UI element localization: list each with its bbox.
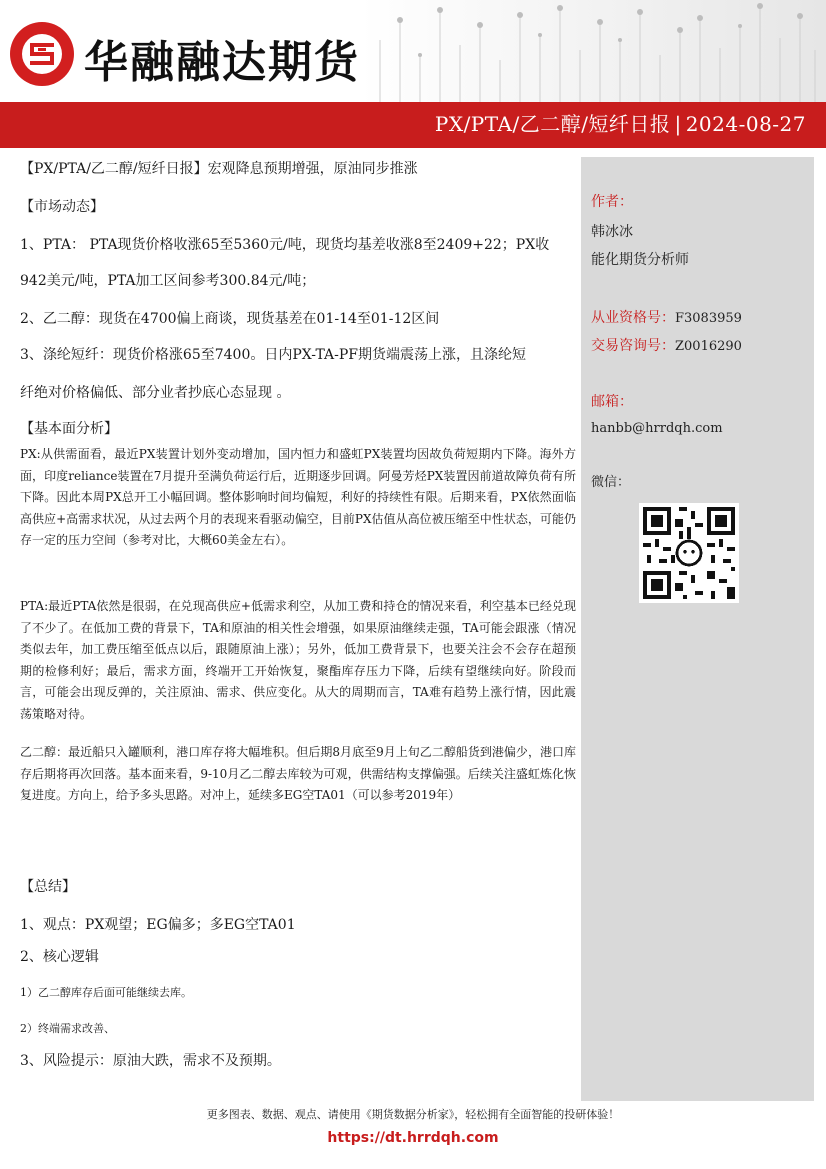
- author-title: 能化期货分析师: [591, 252, 689, 268]
- email-label: 邮箱：: [591, 394, 633, 410]
- fundamental-pta: PTA:最近PTA依然是很弱，在兑现高供应+低需求利空，从加工费和持仓的情况来看，利空基本已经兑现了不少了。在低加工费的背景下，TA和原油的相关性会增强，如果原油继续走强，TA可能会跟涨（情况类似去年，加工费压缩至低点以后，跟随原油上涨）；另外，低加工费背景下，也要关注会不会存在超预期的检修利好；最后，需求方面，终端开工开始恢复，聚酯库存压力下降，后续有望继续向好。阶段而言，可能会出现反弹的，关注原油、需求、供应变化。从大的周期而言，TA难有趋势上涨行情，因此震荡策略对待。: [20, 599, 576, 721]
- market-line: 3、涤纶短纤：现货价格涨65至7400。日内PX-TA-PF期货端震荡上涨，且涤纶短: [20, 347, 527, 363]
- header-decoration: [360, 0, 826, 102]
- summary-view: 1、观点：PX观望；EG偏多；多EG空TA01: [20, 917, 296, 933]
- summary-logic-item: 2）终端需求改善、: [20, 1022, 115, 1035]
- market-heading: 【市场动态】: [20, 199, 104, 215]
- report-title-text: PX/PTA/乙二醇/短纤日报: [434, 112, 671, 136]
- market-line: 2、乙二醇：现货在4700偏上商谈，现货基差在01-14至01-12区间: [20, 311, 440, 327]
- consult-label: 交易咨询号：: [591, 338, 675, 354]
- wechat-label: 微信：: [591, 475, 631, 490]
- consult-value: Z0016290: [675, 339, 742, 354]
- license-value: F3083959: [675, 311, 742, 326]
- report-date: 2024-08-27: [685, 112, 806, 136]
- company-name: 华融融达期货: [84, 37, 360, 88]
- fundamental-meg: 乙二醇：最近船只入罐顺利，港口库存将大幅堆积。但后期8月底至9月上旬乙二醇船货到港偏少，港口库存后期将再次回落。基本面来看，9-10月乙二醇去库较为可观，供需结构支撑偏强。后续关注盛虹炼化恢复进度。方向上，给予多头思路。对冲上，延续多EG空TA01（可以参考2019年）: [20, 745, 576, 802]
- summary-logic-item: 1）乙二醇库存后面可能继续去库。: [20, 986, 192, 999]
- author-label: 作者：: [591, 194, 633, 210]
- footer-promo: 更多图表、数据、观点、请使用《期货数据分析家》，轻松拥有全面智能的投研体验！: [206, 1108, 620, 1121]
- consult-row: [591, 335, 742, 355]
- logo-s-icon: [27, 39, 57, 69]
- wechat-qr-code: [639, 503, 739, 603]
- market-line: 942美元/吨，PTA加工区间参考300.84元/吨；: [20, 273, 316, 289]
- summary-risk: 3、风险提示：原油大跌，需求不及预期。: [20, 1053, 281, 1069]
- report-header: [0, 0, 826, 150]
- author-name: 韩冰冰: [591, 224, 633, 240]
- license-label: 从业资格号：: [591, 310, 675, 326]
- license-row: [591, 307, 742, 327]
- market-line: 纤绝对价格偏低、部分业者抄底心态显现 。: [20, 385, 291, 401]
- author-sidebar: [581, 157, 814, 1101]
- summary-heading: 【总结】: [20, 879, 76, 895]
- company-logo: [10, 22, 74, 86]
- report-title: PX/PTA/乙二醇/短纤日报 | 2024-08-27: [434, 112, 806, 136]
- headline: 【PX/PTA/乙二醇/短纤日报】宏观降息预期增强，原油同步推涨: [20, 161, 418, 177]
- summary-logic: 2、核心逻辑: [20, 949, 99, 965]
- fundamental-heading: 【基本面分析】: [20, 421, 118, 437]
- fundamental-px: PX:从供需面看，最近PX装置计划外变动增加，国内恒力和盛虹PX装置均因故负荷短期内下降。海外方面，印度reliance装置在7月提升至满负荷运行后，近期逐步回调。阿曼芳烃PX装置因前道故障负荷有所下降。因此本周PX总开工小幅回调。整体影响时间均偏短，利好的持续性有限。后期来看，PX依然面临高供应+高需求状况，从过去两个月的表现来看驱动偏空，目前PX估值从高位被压缩至中性状态，可能仍存一定的压力空间（参考对比，大概60美金左右）。: [20, 447, 576, 547]
- email-value[interactable]: hanbb@hrrdqh.com: [591, 421, 723, 436]
- footer-url-link[interactable]: https://dt.hrrdqh.com: [327, 1130, 499, 1146]
- market-line: 1、PTA： PTA现货价格收涨65至5360元/吨，现货均基差收涨8至2409+22；PX收: [20, 237, 550, 253]
